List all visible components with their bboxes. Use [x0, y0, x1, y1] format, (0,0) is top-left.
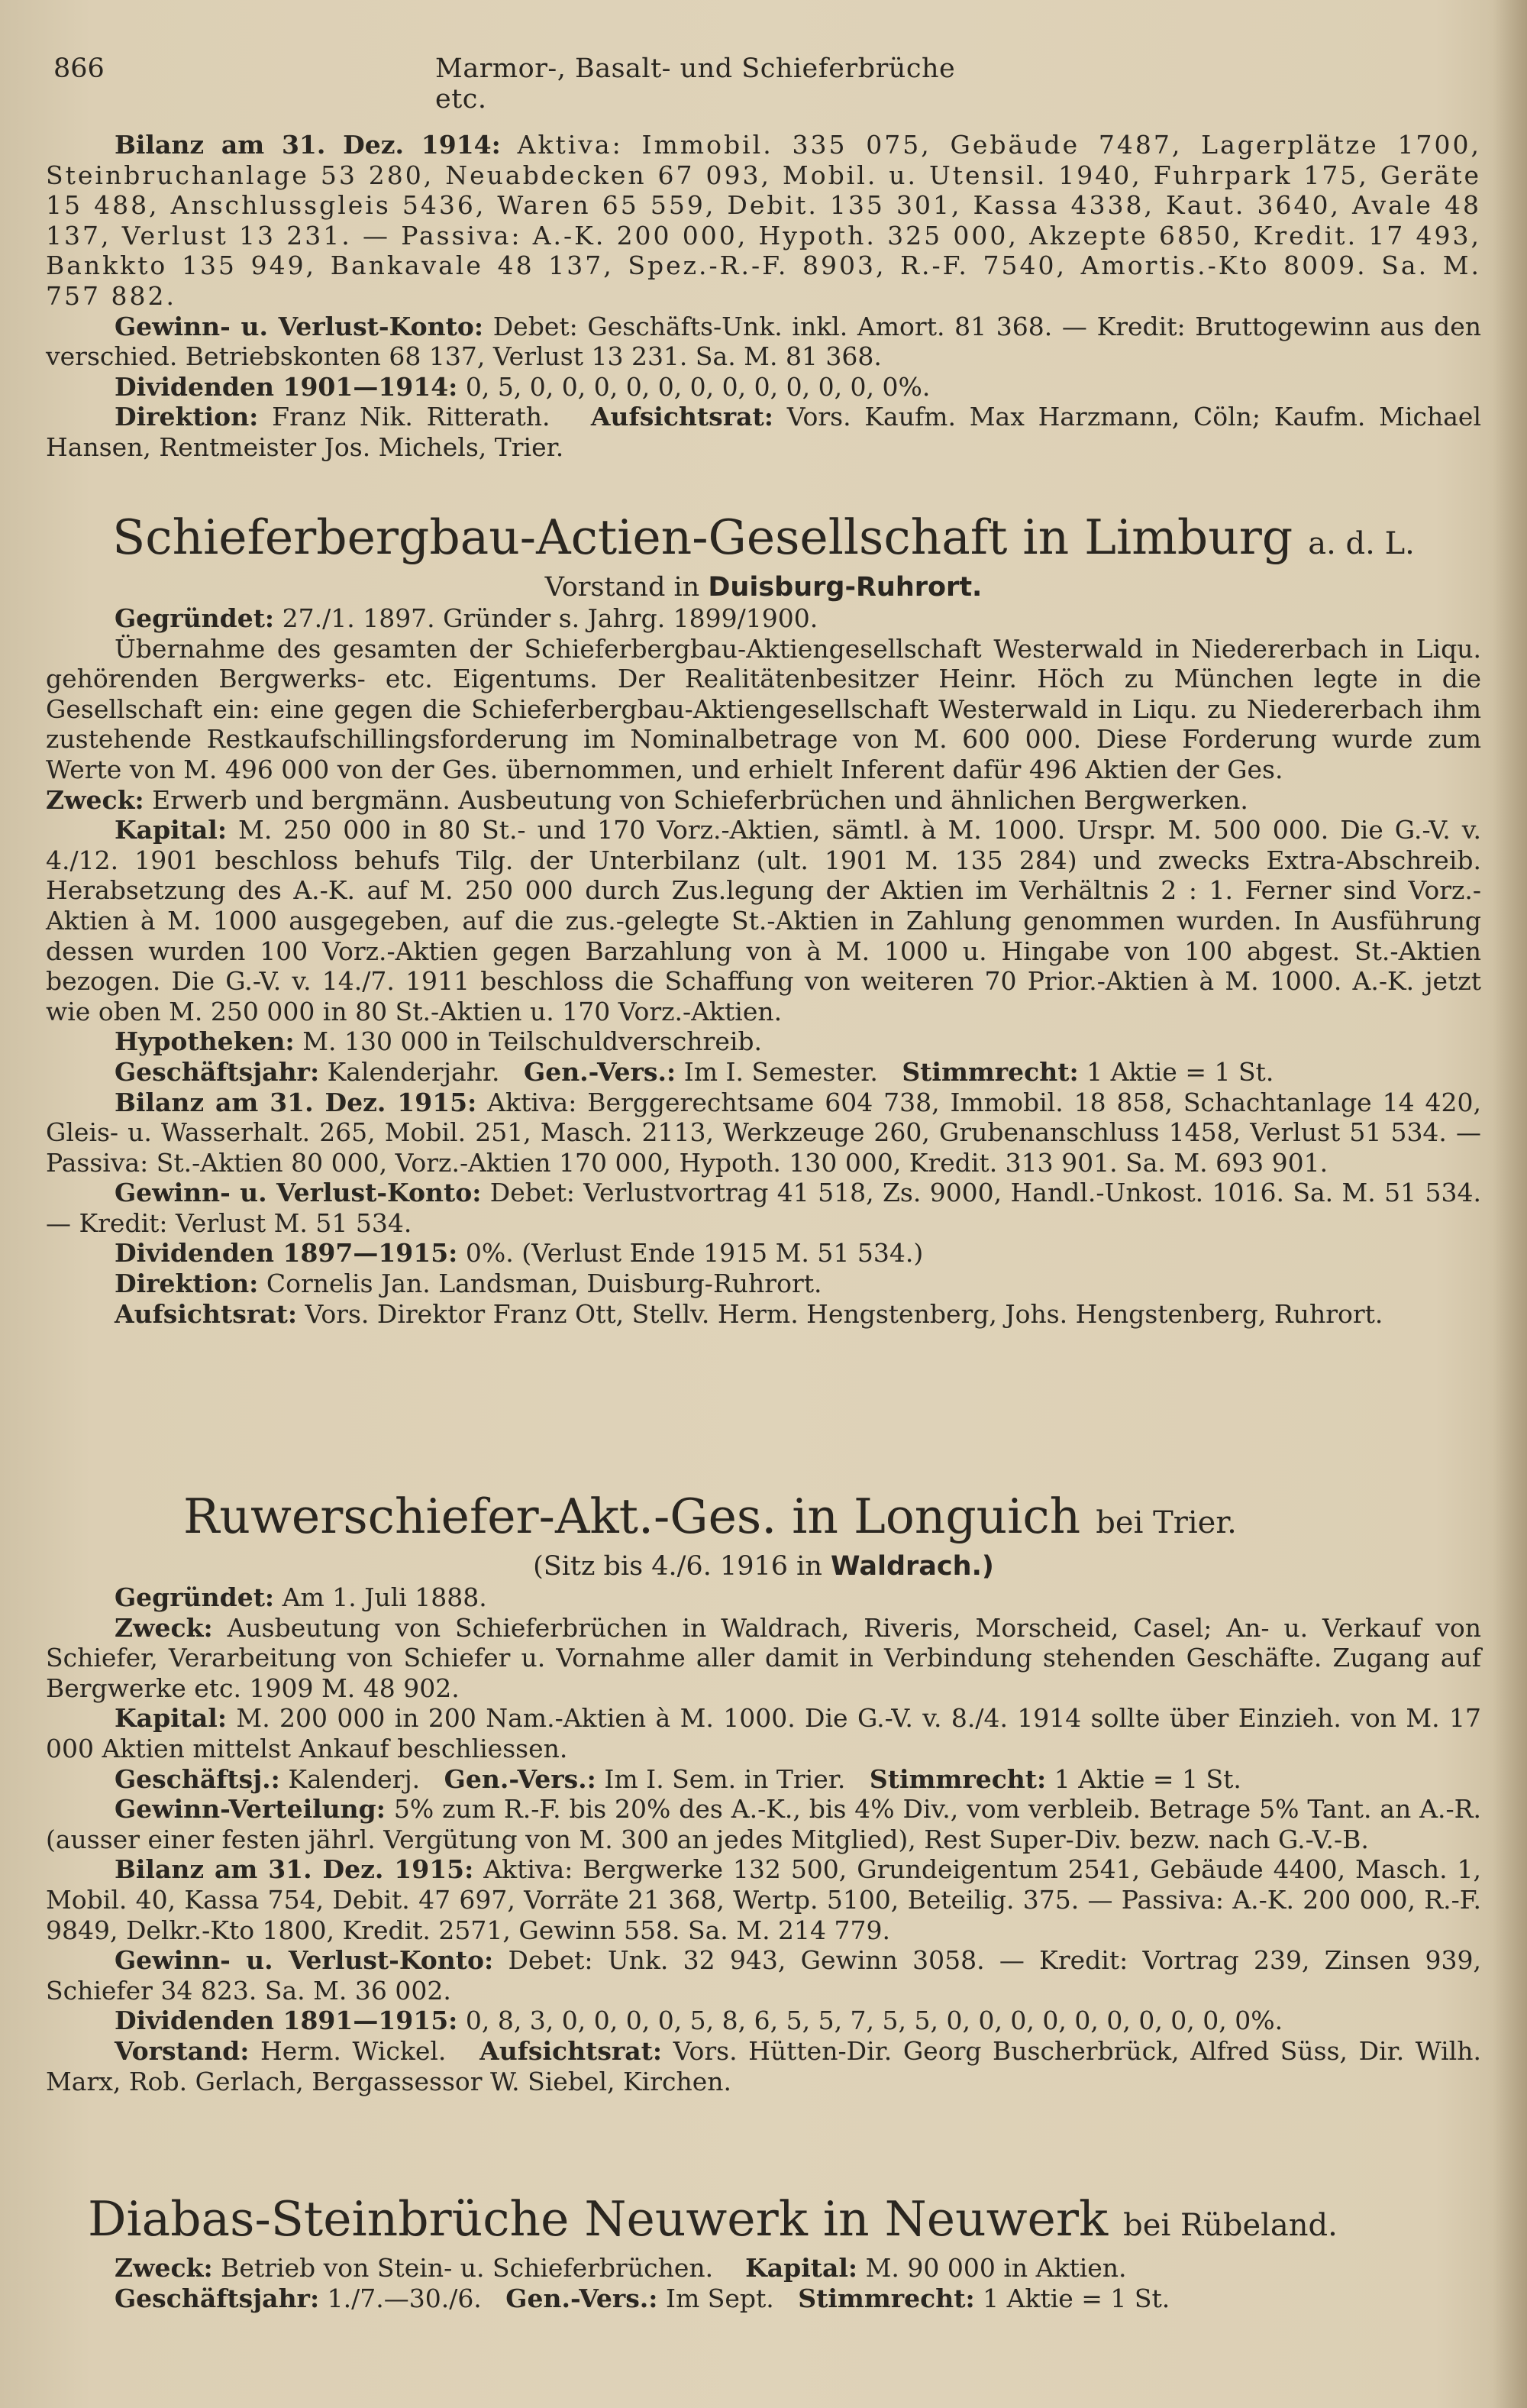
company-subtitle: Vorstand in Duisburg-Ruhrort.: [544, 572, 983, 603]
section-diabas-neuwerk: [46, 2192, 1481, 2313]
hypotheken: Hypotheken: M. 130 000 in Teilschuldverschreib.: [115, 1026, 763, 1057]
dividenden-1891-1915: Dividenden 1891—1915: 0, 8, 3, 0, 0, 0, 0, 5, 8, 6, 5, 5, 7, 5, 5, 0, 0, 0, 0, 0, 0, 0, 0, 0, 0%.: [115, 2006, 1283, 2036]
direktion-aufsichtsrat: Direktion: Franz Nik. Ritterath. Aufsichtsrat: Vors. Kaufm. Max Harzmann, Cöln; Kaufm. Michael Hansen, Rentmeister Jos. Michels, Trier.: [46, 402, 1481, 462]
gegruendet: Gegründet: 27./1. 1897. Gründer s. Jahrg. 1899/1900.: [115, 603, 818, 633]
bilanz-1914: Bilanz am 31. Dez. 1914: Aktiva: Immobil. 335 075, Gebäude 7487, Lagerplätze 1700, Steinbruchanlage 53 280, Neuabdecken 67 093, Mobil. u. Utensil. 1940, Fuhrpark 175, Geräte 15 488, Anschlussgleis 5436, Waren 65 559, Debit. 135 301, Kassa 4338, Kaut. 3640, Avale 48 137, Verlust 13 231. — Passiva: A.-K. 200 000, Hypoth. 325 000, Akzepte 6850, Kredit. 17 493, Bankkto 135 949, Bankavale 48 137, Spez.-R.-F. 8903, R.-F. 7540, Amortis.-Kto 8009. Sa. M. 757 882.: [46, 130, 1481, 311]
company-title: Schieferbergbau-Actien-Gesellschaft in Limburg a. d. L.: [112, 509, 1415, 565]
zweck-kapital: Zweck: Betrieb von Stein- u. Schieferbrüchen. Kapital: M. 90 000 in Aktien.: [115, 2253, 1127, 2283]
gegruendet: Gegründet: Am 1. Juli 1888.: [115, 1582, 487, 1612]
vorstand-aufsichtsrat: Vorstand: Herm. Wickel. Aufsichtsrat: Vors. Hütten-Dir. Georg Buscherbrück, Alfred Süss, Dir. Wilh. Marx, Rob. Gerlach, Bergassessor W. Siebel, Kirchen.: [46, 2035, 1481, 2096]
company-subtitle: (Sitz bis 4./6. 1916 in Waldrach.): [533, 1551, 994, 1582]
guv-1915: Gewinn- u. Verlust-Konto: Debet: Unk. 32 943, Gewinn 3058. — Kredit: Vortrag 239, Zinsen 939, Schiefer 34 823. Sa. M. 36 002.: [46, 1945, 1481, 2006]
page-edge-shadow: [1493, 0, 1527, 2408]
dividenden-1897-1915: Dividenden 1897—1915: 0%. (Verlust Ende 1915 M. 51 534.): [115, 1238, 924, 1269]
page-header: [46, 53, 1008, 115]
running-title: Marmor-, Basalt- und Schieferbrüche etc.: [435, 53, 956, 115]
geschaeftsjahr-line: Geschäftsjahr: 1./7.—30./6. Gen.-Vers.: Im Sept. Stimmrecht: 1 Aktie = 1 St.: [115, 2283, 1170, 2313]
section-schieferbergbau-limburg: [46, 510, 1481, 1329]
page-number: 866: [53, 53, 105, 84]
bilanz-1915: Bilanz am 31. Dez. 1915: Aktiva: Berggerechtsame 604 738, Immobil. 18 858, Schachtanlage 14 420, Gleis- u. Wasserhalt. 265, Mobil. 251, Masch. 2113, Werkzeuge 260, Grubenanschluss 1458, Verlust 51 534. — Passiva: St.-Aktien 80 000, Vorz.-Aktien 170 000, Hypoth. 130 000, Kredit. 313 901. Sa. M. 693 901.: [46, 1087, 1482, 1178]
direktion: Direktion: Cornelis Jan. Landsman, Duisburg-Ruhrort.: [115, 1269, 822, 1299]
geschaeftsjahr-line: Geschäftsjahr: Kalenderjahr. Gen.-Vers.: Im I. Semester. Stimmrecht: 1 Aktie = 1 St.: [115, 1056, 1274, 1087]
section-ruwerschiefer: [46, 1489, 1481, 2096]
zweck: Zweck: Ausbeutung von Schieferbrüchen in Waldrach, Riveris, Morscheid, Casel; An- u. Verkauf von Schiefer, Verarbeitung von Schiefer u. Vornahme aller damit in Verbindung stehenden Geschäfte. Zugang auf Bergwerke etc. 1909 M. 48 902.: [46, 1612, 1481, 1703]
dividenden-1901-1914: Dividenden 1901—1914: 0, 5, 0, 0, 0, 0, 0, 0, 0, 0, 0, 0, 0, 0%.: [115, 371, 931, 402]
bilanz-1915: Bilanz am 31. Dez. 1915: Aktiva: Bergwerke 132 500, Grundeigentum 2541, Gebäude 4400, Masch. 1, Mobil. 40, Kassa 754, Debit. 47 697, Vorräte 21 368, Wertp. 5100, Beteilig. 375. — Passiva: A.-K. 200 000, R.-F. 9849, Delkr.-Kto 1800, Kredit. 2571, Gewinn 558. Sa. M. 214 779.: [46, 1854, 1481, 1945]
geschaeftsjahr-line: Geschäftsj.: Kalenderj. Gen.-Vers.: Im I. Sem. in Trier. Stimmrecht: 1 Aktie = 1 St.: [115, 1763, 1241, 1794]
company-title: Ruwerschiefer-Akt.-Ges. in Longuich bei Trier.: [183, 1488, 1237, 1544]
section-previous-company: [46, 130, 1481, 463]
company-title: Diabas-Steinbrüche Neuwerk in Neuwerk bei Rübeland.: [88, 2191, 1338, 2247]
guv-1915: Gewinn- u. Verlust-Konto: Debet: Verlustvortrag 41 518, Zs. 9000, Handl.-Unkost. 1016. Sa. M. 51 534. — Kredit: Verlust M. 51 534.: [46, 1178, 1481, 1238]
kapital: Kapital: M. 200 000 in 200 Nam.-Aktien à M. 1000. Die G.-V. v. 8./4. 1914 sollte über Einzieh. von M. 17 000 Aktien mittelst Ankauf beschliessen.: [46, 1703, 1481, 1763]
kapital: Kapital: M. 250 000 in 80 St.- und 170 Vorz.-Aktien, sämtl. à M. 1000. Urspr. M. 500 000. Die G.-V. v. 4./12. 1901 beschloss behufs Tilg. der Unterbilanz (ult. 1901 M. 135 284) und zwecks Extra-Abschreib. Herabsetzung des A.-K. auf M. 250 000 durch Zus.legung der Aktien im Verhältnis 2 : 1. Ferner sind Vorz.-Aktien à M. 1000 ausgegeben, auf die zus.-gelegte St.-Aktien in Zahlung genommen wurden. In Ausführung dessen wurden 100 Vorz.-Aktien gegen Barzahlung von à M. 1000 u. Hingabe von 100 abgest. St.-Aktien bezogen. Die G.-V. v. 14./7. 1911 beschloss die Schaffung von weiteren 70 Prior.-Aktien à M. 1000. A.-K. jetzt wie oben M. 250 000 in 80 St.-Aktien u. 170 Vorz.-Aktien.: [46, 815, 1481, 1026]
aufsichtsrat: Aufsichtsrat: Vors. Direktor Franz Ott, Stellv. Herm. Hengstenberg, Johs. Hengstenberg, Ruhrort.: [115, 1298, 1383, 1329]
uebernahme: Übernahme des gesamten der Schieferbergbau-Aktiengesellschaft Westerwald in Niedererbach in Liqu. gehörenden Bergwerks- etc. Eigentums. Der Realitätenbesitzer Heinr. Höch zu München legte in die Gesellschaft ein: eine gegen die Schieferbergbau-Aktiengesellschaft Westerwald in Liqu. zu Niedererbach ihm zustehende Restkaufschillingsforderung im Nominalbetrage von M. 600 000. Diese Forderung wurde zum Werte von M. 496 000 von der Ges. übernommen, und erhielt Inferent dafür 496 Aktien der Ges.: [46, 633, 1481, 784]
guv-1914: Gewinn- u. Verlust-Konto: Debet: Geschäfts-Unk. inkl. Amort. 81 368. — Kredit: Bruttogewinn aus den verschied. Betriebskonten 68 137, Verlust 13 231. Sa. M. 81 368.: [46, 311, 1481, 372]
gewinn-verteilung: Gewinn-Verteilung: 5% zum R.-F. bis 20% des A.-K., bis 4% Div., vom verbleib. Betrage 5% Tant. an A.-R. (ausser einer festen jährl. Vergütung von M. 300 an jedes Mitglied), Rest Super-Div. bezw. nach G.-V.-B.: [46, 1794, 1481, 1854]
zweck: Zweck: Erwerb und bergmänn. Ausbeutung von Schieferbrüchen und ähnlichen Bergwerken.: [46, 784, 1248, 815]
